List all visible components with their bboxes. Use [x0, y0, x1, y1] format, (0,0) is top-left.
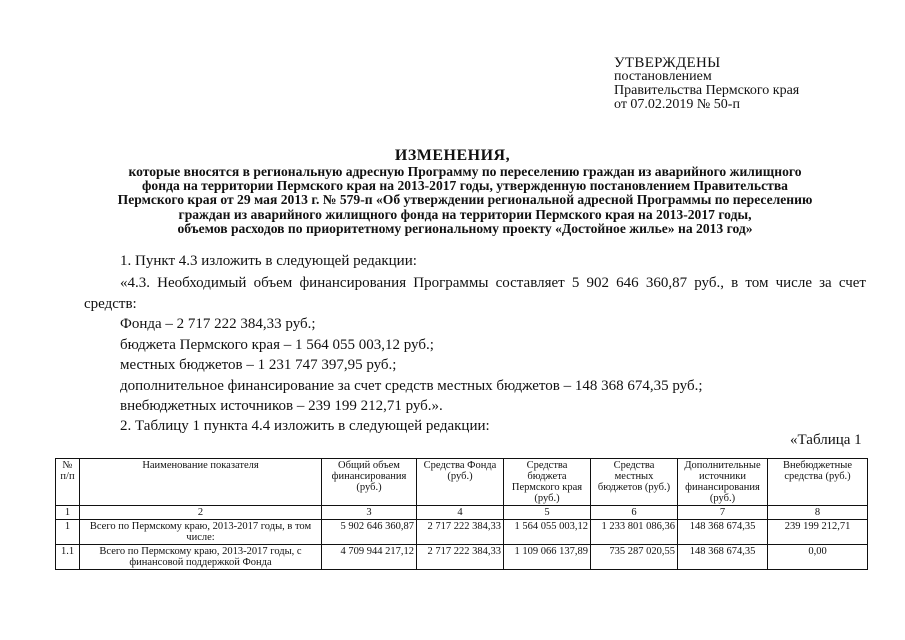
col-header-extrabudgetary: Внебюджетные средства (руб.)	[768, 459, 868, 506]
paragraph-additional-financing: дополнительное финансирование за счет средств местных бюджетов – 148 368 674,35 руб.;	[120, 378, 703, 394]
col-header-indicator: Наименование показателя	[80, 459, 322, 506]
approval-stamp	[614, 56, 799, 112]
paragraph-fund: Фонда – 2 717 222 384,33 руб.;	[120, 316, 316, 332]
column-number-row	[56, 506, 868, 520]
column-number: 1	[56, 506, 80, 520]
approval-header: УТВЕРЖДЕНЫ	[614, 55, 721, 71]
table-cell: 148 368 674,35	[678, 520, 768, 545]
col-header-fund: Средства Фонда (руб.)	[417, 459, 504, 506]
table-cell: 5 902 646 360,87	[322, 520, 417, 545]
table-cell: 1.1	[56, 545, 80, 570]
column-number: 5	[504, 506, 591, 520]
column-number: 3	[322, 506, 417, 520]
subtitle-line-3: Пермского края от 29 мая 2013 г. № 579-п «Об утверждении региональной адресной Программы по переселению	[117, 192, 813, 208]
col-header-additional-sources: Дополнительные источники финансирования (руб.)	[678, 459, 768, 506]
table-cell: 239 199 212,71	[768, 520, 868, 545]
table-cell: 148 368 674,35	[678, 545, 768, 570]
document-subtitle	[70, 165, 860, 236]
table-cell: Всего по Пермскому краю, 2013-2017 годы, в том числе:	[80, 520, 322, 545]
table-cell: 4 709 944 217,12	[322, 545, 417, 570]
col-header-number: № п/п	[56, 459, 80, 506]
table-caption: «Таблица 1	[790, 432, 862, 448]
table-cell: 735 287 020,55	[591, 545, 678, 570]
paragraph-2-line-2: средств:	[84, 296, 137, 312]
table-cell: Всего по Пермскому краю, 2013-2017 годы, с финансовой поддержкой Фонда	[80, 545, 322, 570]
paragraph-extrabudgetary: внебюджетных источников – 239 199 212,71 руб.».	[120, 398, 443, 414]
table-cell: 0,00	[768, 545, 868, 570]
paragraph-2-line-1: «4.3. Необходимый объем финансирования Программы составляет 5 902 646 360,87 руб., в том числе за счет	[120, 275, 866, 291]
column-number: 2	[80, 506, 322, 520]
approval-line-2: Правительства Пермского края	[614, 83, 800, 98]
table-cell: 2 717 222 384,33	[417, 545, 504, 570]
approval-line-3: от 07.02.2019 № 50-п	[614, 97, 740, 112]
col-header-regional-budget: Средства бюджета Пермского края (руб.)	[504, 459, 591, 506]
subtitle-line-2: фонда на территории Пермского края на 2013-2017 годы, утвержденную постановлением Правительства	[142, 178, 788, 194]
table-cell: 2 717 222 384,33	[417, 520, 504, 545]
financing-table	[55, 458, 868, 570]
table-row	[56, 545, 868, 570]
paragraph-2: 2. Таблицу 1 пункта 4.4 изложить в следующей редакции:	[120, 418, 490, 434]
paragraph-1: 1. Пункт 4.3 изложить в следующей редакции:	[120, 253, 417, 269]
column-number: 6	[591, 506, 678, 520]
table-header-row	[56, 459, 868, 506]
subtitle-line-1: которые вносятся в региональную адресную Программу по переселению граждан из аварийного жилищного	[128, 164, 802, 179]
document-title: ИЗМЕНЕНИЯ,	[394, 147, 511, 164]
paragraph-local-budgets: местных бюджетов – 1 231 747 397,95 руб.;	[120, 357, 397, 373]
subtitle-line-5: объемов расходов по приоритетному региональному проекту «Достойное жилье» на 2013 год»	[177, 220, 753, 236]
column-number: 4	[417, 506, 504, 520]
paragraph-regional-budget: бюджета Пермского края – 1 564 055 003,12 руб.;	[120, 337, 434, 353]
table-cell: 1	[56, 520, 80, 545]
col-header-total: Общий объем финансирования (руб.)	[322, 459, 417, 506]
table-cell: 1 564 055 003,12	[504, 520, 591, 545]
table-cell: 1 233 801 086,36	[591, 520, 678, 545]
table-row	[56, 520, 868, 545]
column-number: 8	[768, 506, 868, 520]
approval-line-1: постановлением	[614, 69, 712, 84]
column-number: 7	[678, 506, 768, 520]
subtitle-line-4: граждан из аварийного жилищного фонда на территории Пермского края на 2013-2017 годы,	[178, 206, 752, 222]
col-header-local-budgets: Средства местных бюджетов (руб.)	[591, 459, 678, 506]
table-cell: 1 109 066 137,89	[504, 545, 591, 570]
